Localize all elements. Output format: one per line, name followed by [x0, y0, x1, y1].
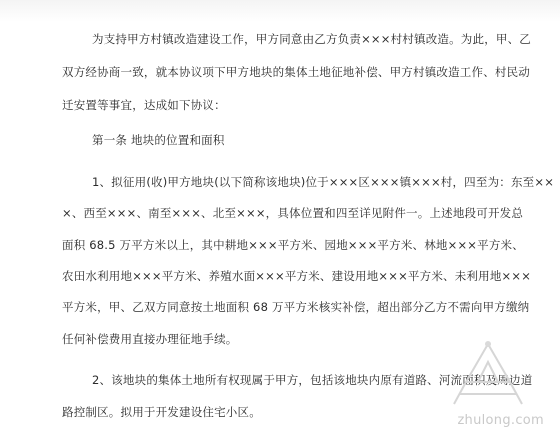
clause-1-line-2: ×、西至×××、南至×××、北至×××，具体位置和四至详见附件一。上述地段可开发总	[62, 206, 524, 220]
intro-line-2: 双方经协商一致，就本协议项下甲方地块的集体土地征地补偿、甲方村镇改造工作、村民动	[62, 65, 530, 79]
clause-1-line-1: 1、拟征用(收)甲方地块(以下简称该地块)位于×××区×××镇×××村，四至为：东至××	[92, 175, 555, 189]
clause-2-line-2: 路控制区。拟用于开发建设住宅小区。	[62, 405, 261, 419]
article-1-title: 第一条 地块的位置和面积	[92, 133, 225, 147]
clause-1-line-4: 农田水利用地×××平方米、养殖水面×××平方米、建设用地×××平方米、未利用地×××	[62, 269, 532, 283]
intro-line-3: 迁安置等事宜，达成如下协议：	[62, 98, 226, 112]
top-fade	[0, 0, 560, 22]
clause-1-line-6: 任何补偿费用直接办理征地手续。	[62, 332, 238, 346]
watermark-text: zhulong.com	[457, 413, 544, 428]
clause-2-line-1: 2、该地块的集体土地所有权现属于甲方，包括该地块内原有道路、河流面积及周边道	[92, 373, 533, 387]
intro-line-1: 为支持甲方村镇改造建设工作，甲方同意由乙方负责×××村村镇改造。为此，甲、乙	[92, 32, 532, 46]
clause-1-line-5: 平方米，甲、乙双方同意按土地面积 68 万平方米核实补偿，超出部分乙方不需向甲方缴纳	[62, 300, 530, 314]
clause-1-line-3: 面积 68.5 万平方米以上，其中耕地×××平方米、园地×××平方米、林地×××平方米、	[62, 238, 524, 252]
